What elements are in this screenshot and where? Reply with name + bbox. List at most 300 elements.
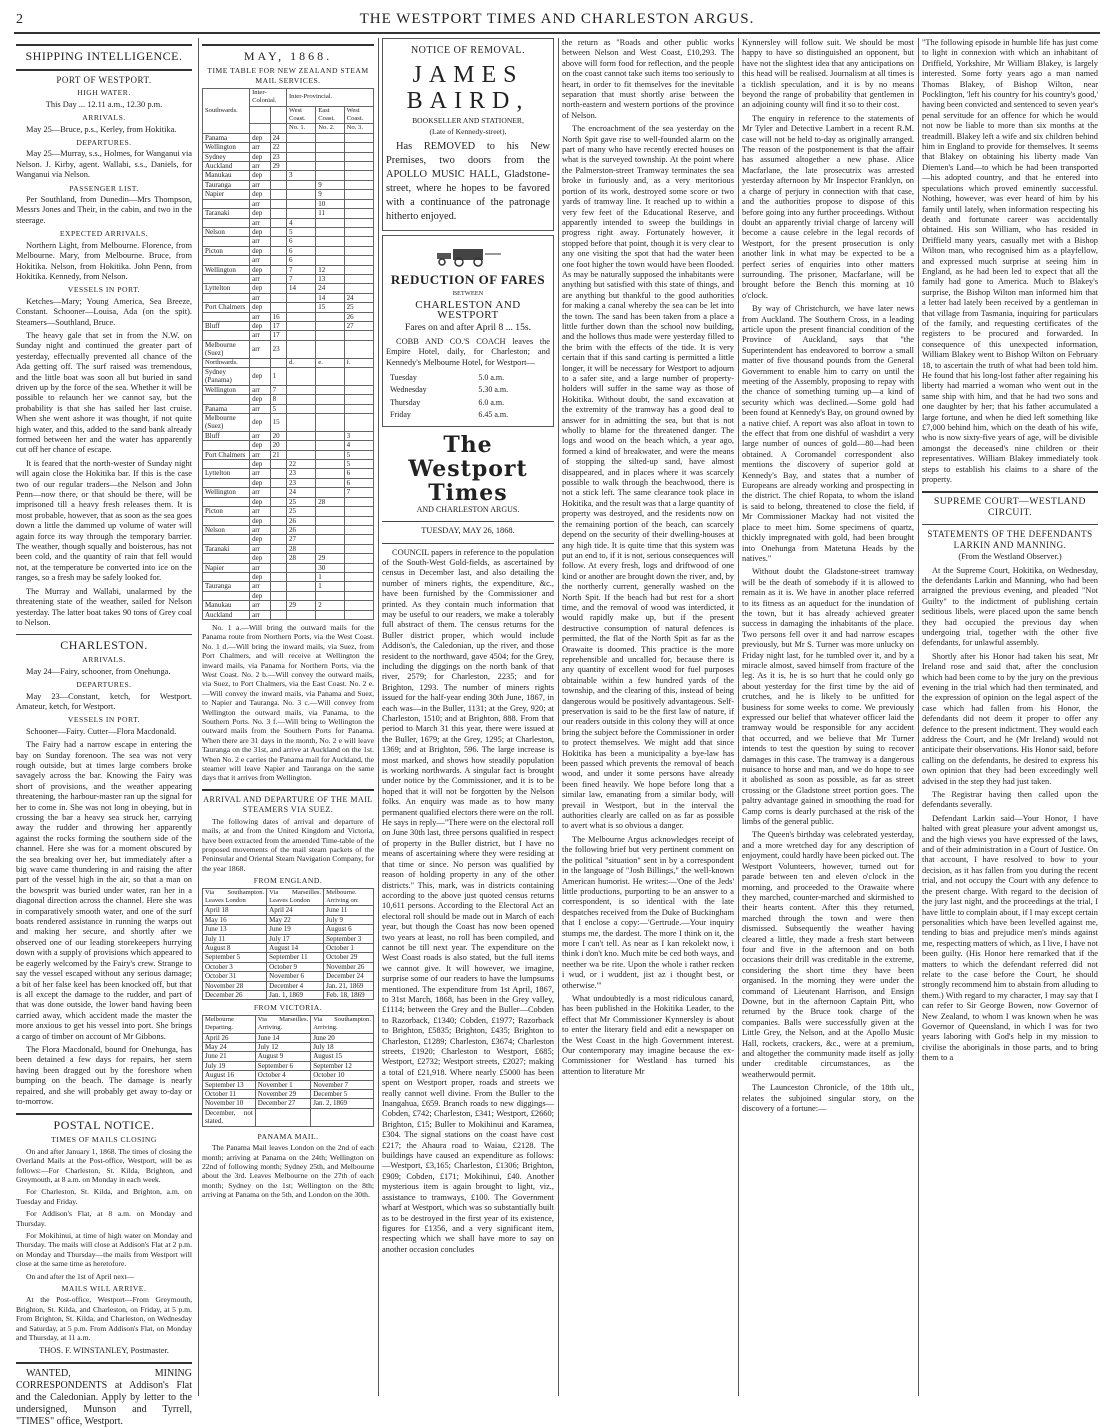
table-cell bbox=[316, 478, 344, 487]
article-paragraph: The Melbourne Argus acknowledges receipt of the following brief but very pertinent comment on the political "situation" sent in by a correspondent in the language of "Josh Billings," the well-known American humorist. He writes:—'One of the Jeds' little productions, purporting to be an answer to a correspondent, is so identical with the late despatches received from the Duke of Buckingham that I enclose a copy:—'Gertrude.—Your inquiry stumps me, the dardest. The more I think on it, the more I can't tell. As near as I kan rekolekt now, i think i don't kno. Much mite be ced both ways, and neether wa be rite. Upon the whole i rather recken i wud, or i wuddent, jist az i thought best, or otherwise.'" bbox=[562, 834, 734, 990]
article-paragraph: The Queen's birthday was celebrated yesterday, and a more wretched day for any description of enjoyment, could hardly have been picked out. The Westport Volunteers, however, turned out for parade between ten and eleven o'clock in the morning, and proceeded to the Orawaite where they marched, counter-marched and skirmished to their hearts content. After this they returned, marched through the town and were then dismissed. Subsequently the weather having cleared a little, they made a fresh start between four and five in the afternoon and on both occasions their drill was creditable in the extreme, considering the short time they have been organised. In the morning they were under the command of Lieutenant Harrison, and Ensign Downe, but in the afternoon Captain Pitt, who returned by the Bruce took charge of the companies. Balls were successfully given at the Little Grey, the Nelson, and at the Apollo Music Hall, rockets, crackers, &c., were at a premium, and altogether the community made itself as jolly under creditable circumstances, as the weatherwould permit. bbox=[742, 830, 914, 1079]
table-cell bbox=[344, 385, 373, 394]
table-cell bbox=[270, 284, 286, 293]
postal-text: For Mokihinui, at time of high water on Monday and Thursday. The mails will close at Addison's Flat at 2 p.m. on Monday and Thursday—the mails from Westport will close at the same time as heretofore. bbox=[16, 1231, 192, 1269]
table-cell bbox=[316, 460, 344, 469]
table-cell: October 31 bbox=[203, 972, 267, 981]
table-cell bbox=[286, 610, 315, 619]
table-cell: 29 bbox=[270, 162, 286, 171]
table-cell: 5 bbox=[286, 227, 315, 236]
table-cell bbox=[270, 516, 286, 525]
subheading: TIMES OF MAILS CLOSING bbox=[51, 1135, 157, 1145]
table-cell: dep bbox=[250, 171, 271, 180]
subheading: VESSELS IN PORT. bbox=[67, 285, 141, 295]
table-cell bbox=[203, 441, 250, 450]
table-cell bbox=[203, 312, 250, 321]
table-cell: arr bbox=[250, 385, 271, 394]
high-water: This Day ... 12.11 a.m., 12.30 p.m. bbox=[45, 99, 163, 109]
table-cell: July 9 bbox=[324, 915, 374, 924]
table-cell: 26 bbox=[286, 525, 315, 534]
table-row bbox=[203, 143, 374, 152]
table-cell: arr bbox=[250, 143, 271, 152]
table-header: Melbourne. Arriving on: bbox=[324, 888, 374, 906]
table-header: Via Marseilles. Arriving. bbox=[255, 1015, 310, 1033]
table-cell bbox=[203, 331, 250, 340]
table-cell: 4 bbox=[344, 441, 373, 450]
table-cell: 27 bbox=[344, 321, 373, 330]
subheading: PANAMA MAIL. bbox=[257, 1131, 319, 1141]
table-cell bbox=[316, 331, 344, 340]
table-cell bbox=[270, 246, 286, 255]
table-cell: Taranaki bbox=[203, 544, 250, 553]
table-row bbox=[203, 431, 374, 440]
table-cell: 20 bbox=[270, 431, 286, 440]
table-header: West Coast. bbox=[344, 106, 373, 124]
table-cell: October 11 bbox=[203, 1090, 256, 1099]
table-cell bbox=[344, 544, 373, 553]
table-cell: 29 bbox=[286, 601, 315, 610]
table-cell: November 1 bbox=[255, 1080, 310, 1089]
table-cell: Napier bbox=[203, 563, 250, 572]
table-row bbox=[203, 991, 374, 1000]
table-cell: arr bbox=[250, 199, 271, 208]
table-cell bbox=[203, 460, 250, 469]
table-row bbox=[203, 441, 374, 450]
table-cell: August 8 bbox=[203, 943, 267, 952]
table-cell: Auckland bbox=[203, 162, 250, 171]
table-header: East Coast. bbox=[316, 106, 344, 124]
table-cell bbox=[286, 572, 315, 581]
table-row bbox=[203, 395, 374, 404]
table-cell bbox=[270, 460, 286, 469]
table-cell bbox=[286, 133, 315, 142]
table-row bbox=[203, 133, 374, 142]
table-cell: dep bbox=[250, 368, 271, 386]
table-cell: 23 bbox=[286, 469, 315, 478]
table-cell: arr bbox=[250, 218, 271, 227]
table-cell bbox=[316, 441, 344, 450]
table-row bbox=[203, 981, 374, 990]
table-cell: Tauranga bbox=[203, 582, 250, 591]
table-cell: Wellington bbox=[203, 488, 250, 497]
table-cell: Picton bbox=[203, 246, 250, 255]
table-cell: 28 bbox=[286, 544, 315, 553]
table-cell bbox=[344, 404, 373, 413]
table-cell: 17 bbox=[270, 331, 286, 340]
table-cell: November 29 bbox=[255, 1090, 310, 1099]
wanted-advert: WANTED, MINING CORRESPONDENTS at Addison's Flat and the Caledonian. Apply by letter to the undersigned, Munson and Tyrrell, "TIMES" office, Westport. bbox=[16, 1367, 192, 1427]
table-row bbox=[203, 293, 374, 302]
table-cell: 24 bbox=[286, 488, 315, 497]
table-cell bbox=[286, 431, 315, 440]
table-cell: November 6 bbox=[267, 972, 324, 981]
table-cell: arr bbox=[250, 450, 271, 459]
table-cell: arr bbox=[250, 312, 271, 321]
table-cell bbox=[344, 601, 373, 610]
table-cell: 27 bbox=[286, 535, 315, 544]
table-cell bbox=[270, 265, 286, 274]
table-cell bbox=[316, 507, 344, 516]
table-row bbox=[388, 410, 548, 420]
table-cell bbox=[286, 591, 315, 600]
coach-times-table bbox=[386, 371, 550, 423]
removal-text: Has REMOVED to his New Premises, two doors from the APOLLO MUSIC HALL, Gladstone-street, where he hopes to be favored with a continuance of the patronage hitherto enjoyed. bbox=[386, 141, 550, 223]
table-cell: May 16 bbox=[203, 915, 267, 924]
table-cell: 14 bbox=[286, 284, 315, 293]
table-cell bbox=[344, 162, 373, 171]
table-cell: dep bbox=[250, 246, 271, 255]
table-cell bbox=[270, 256, 286, 265]
table-cell bbox=[316, 431, 344, 440]
table-cell: arr bbox=[250, 563, 271, 572]
table-cell: 23 bbox=[270, 340, 286, 358]
table-cell bbox=[316, 469, 344, 478]
table-cell: September 12 bbox=[311, 1061, 374, 1070]
table-cell: dep bbox=[250, 227, 271, 236]
table-cell: 12 bbox=[316, 265, 344, 274]
table-cell: arr bbox=[250, 274, 271, 283]
table-cell bbox=[344, 143, 373, 152]
table-cell: October 4 bbox=[255, 1071, 310, 1080]
table-cell bbox=[286, 441, 315, 450]
table-cell: dep bbox=[250, 321, 271, 330]
table-cell: Tauranga bbox=[203, 180, 250, 189]
postal-text: For Addison's Flat, at 8 a.m. on Monday and Thursday. bbox=[16, 1209, 192, 1228]
table-cell bbox=[316, 404, 344, 413]
table-cell: dep bbox=[250, 572, 271, 581]
table-cell bbox=[316, 450, 344, 459]
editorial-text: COUNCIL papers in reference to the population of the South-West Gold-fields, as ascertained by census in December last, and also detailing the number of miners rights, the expenditure, &c., have been furnished by the Commissioner and printed. As they contain much information that may be useful to our readers, we make a tolerably full abstract of them. The census returns for the Buller district proper, which would include Addison's, the Caledonian, up the river, and those resident to the northward, gave 4504; for the Grey, including the diggings on the north bank of that river, 2579; for Charleston, 2235; and for Brighton, 1293. The number of miners rights issued for the half-year ending 30th June, 1867, in each was—in the Buller, 1131; at the Grey, 920; at Charleston, 1510; and at Brighton, 888. From that period to March 31 this year, there were issued at the Buller, 1679; at the Grey, 1295; at Charleston, 1369; and at Brighton, 596. The large increase is most marked, and shows how steadily population is working northwards. A singular fact is brought under notice by the Commissioner, and it is to be hoped that it will not be forgotten by the Nelson folks. An enquiry was made as to how many permanent qualified electors there were on the roll. He says in reply—"There were on the electoral roll on June 30th last, three persons qualified in respect of property in the Buller district, but I have no means of ascertaining where they were residing at that time or since. No person was qualified by reason of holding property in any of the other districts." This, mark, was in districts containing according to the above just quoted census returns 10,611 persons. According to the Electoral Act an electoral roll should be made out in March of each year, but though the Coast has now been opened two years at least, no roll has been compiled, and cannot be till next year. The expenditure on the West Coast roads is also stated, but the full items we cannot give. It will however, we imagine, surprise some of our readers to have the lumpsums mentioned. The expenditure from 1st April, 1867, to 31st March, 1868, has been in the Grey valley, £1114; between the Grey and the Buller—Cobden to Razorback, £1340; Cobden, £1977; Razorback to Brighton, £5835; Brighton, £435; Brighton to Charleston, £1289; Charleston, £3674; Charleston streets, £1920; Charleston to Westport, £685; Westport, £2732; Westport streets, £2027; making a total of £21,918. Where nearly £5000 has been spent on Westport proper, roads and streets we really cannot well divine. From the Buller to the Inangahua, £659. Branch roads to new diggings—Cobden, £742; Charleston, £341; Westport, £2660; Brighton, £15; Buller to Mokihinui and Karamea, £304. The signal stations on the coast have cost £217; the Ahaura road to Waiau, £2128. The buildings have caused an expenditure as follows:—Westport, £3,165; Charleston, £1306; Brighton, £909; Cobden, £171; Mokihinui, £40. Another mysterious item is again brought to light, viz., assistance to tramways, £100. The Government wharf at Westport, which was so substantially built as to be destroyed in the first year of its existence, figures for £1356, and a very significant item, respecting which we shall have more to say on another occasion concludes bbox=[382, 547, 554, 1254]
article-paragraph: The enquiry in reference to the statements of Mr Tyler and Detective Lambert in a recent R.M. case will not be held to-day as originally arranged. The reason of the postponement is that the affair has assumed altogether a new phase. Alice Macfarlane, the late prosecutrix was arrested yesterday afternoon by Mr Inspector Franklyn, on a charge of perjury in connection with that case, and the authorities propose to dispose of this before going into any further proceedings. Without doubt an apparently trivial charge of larceny will become a cause celebre in the legal records of Westport, for the present prosecution is only another link in what may be expected to be a perfect series of enquiries into other matters surrounding. The prisoner, Macfarlane, will be brought before the Bench this morning at 10 o'clock. bbox=[742, 113, 914, 300]
table-cell bbox=[203, 293, 250, 302]
table-cell: dep bbox=[250, 395, 271, 404]
table-cell: August 14 bbox=[267, 943, 324, 952]
column-court bbox=[922, 38, 1098, 1398]
table-cell: 17 bbox=[270, 321, 286, 330]
table-cell bbox=[316, 321, 344, 330]
table-cell: June 11 bbox=[324, 906, 374, 915]
table-cell bbox=[203, 218, 250, 227]
article-paragraph: The heavy gale that set in from the N.W. on Sunday night and continued the greater part of yesterday, effectually prevented all chance of the Ada getting off. The surf raised was tremendous, and the little boat was soon all but buried in sand driven up by the force of the sea. Whether it will be possible to relaunch her we cannot say, but the probability is that she has sailed her last cruise. When she went ashore it was thought, if not quite high water, and this, added to the sand bank already formed between her and the water has apparently cut off her chance of escape. bbox=[16, 330, 192, 455]
subheading: VESSELS IN PORT. bbox=[67, 715, 141, 725]
table-cell: December 26 bbox=[203, 991, 267, 1000]
table-cell bbox=[203, 591, 250, 600]
table-cell bbox=[344, 563, 373, 572]
table-header: f. bbox=[344, 358, 373, 367]
table-cell bbox=[344, 331, 373, 340]
table-cell bbox=[316, 152, 344, 161]
table-cell: 6.45 a.m. bbox=[478, 410, 509, 420]
table-cell: 28 bbox=[286, 554, 315, 563]
table-cell: 3 bbox=[344, 431, 373, 440]
table-row bbox=[203, 610, 374, 619]
table-cell bbox=[286, 414, 315, 432]
table-row bbox=[203, 450, 374, 459]
article-paragraph: It is feared that the north-wester of Sunday night will again close the Hokitika bar. If this is the case two of our regular traders—the Nelson and John Penn—now there, or that should be there, will be imprisoned till a heavy fresh releases them. It is most probable, however, that as soon as the sea goes down a little the dammed up volume of water will again force its way through the temporary barrier. The weather, though squally and boisterous, has not been cold, and the quantity of rain that fell would not, at the temperature be converted into ice on the ranges, so a fresh may be safely looked for. bbox=[16, 458, 192, 583]
table-row bbox=[203, 934, 374, 943]
table-row bbox=[203, 572, 374, 581]
table-header: Northwards. bbox=[203, 358, 250, 367]
table-row bbox=[203, 544, 374, 553]
coach-engraving-icon bbox=[433, 245, 503, 267]
table-cell: arr bbox=[250, 256, 271, 265]
table-cell bbox=[344, 414, 373, 432]
table-cell: July 17 bbox=[267, 934, 324, 943]
table-cell bbox=[270, 199, 286, 208]
timetable-notes: No. 1 a.—Will bring the outward mails for the Panama route from Northern Ports, via the West Coast. No. 1 d.—Will bring the inward mails, via Suez, from Port Chalmers, and will receive at Wellington the inward mails, via Panama for Northern Ports, via the West Coast. No. 2 b.—Will convey the outward mails, via Suez, to Port Chalmers, via the East Coast. No. 2 e.—Will convey the inward mails, via Panama and Suez, to Napier and Tauranga. No. 3 c.—Will convey from Wellington the outward mails, via Panama, to the Southern Ports. No. 3 f.—Will bring to Wellington the outward mails from the Southern Ports for Panama. When there are 31 days in the month, No. 2 e will leave Tauranga on the 31st, and arrive at Auckland on the 1st. When No. 2 e carries the Panama mail for Auckland, the steamer will leave Napier and Tauranga on the same days that it arrives from Wellington. bbox=[202, 622, 374, 783]
table-row bbox=[203, 469, 374, 478]
table-cell bbox=[344, 554, 373, 563]
article-paragraph: The Fairy had a narrow escape in entering the bay on Sunday forenoon. The sea was not very rough outside, but at times large combers broke savagely across the bar. Knowing the Fairy was short of provisions, and the weather appearing threatening, the harbour-master ran up the signal for her to come in. She was not long in obeying, but in crossing the bar a heavy sea struck her, carrying away the rudder and throwing her apparently against the rocks forming the southern side of the channel. Here she was for a moment obscured by the sea breaking over her, but immediately after a big wave came thundering in and raising the after part of the vessel high in the air, so that a man on the bowsprit was buried under water, ran her in a diagonal direction across the channel. Here she was in comparatively smooth water, and one of the surf boats rendered assistance in running the warps out and making her secure, and shortly after we observed one of our leading storekeepers hurrying down with a supply of provisions which appeared to be eagerly welcomed by the Fairy's crew. Strange to say the vessel escaped without any serious damage; a bit of her false keel has been knocked off, but that is all except the damage to the rudder, and part of that was done outside, the lower band having been carried away, which accident made the master the more anxious to get his vessel into port. She brings a cargo of timber on account of Mr Gibbons. bbox=[16, 740, 192, 1041]
table-cell: 2 bbox=[316, 601, 344, 610]
table-cell: Bluff bbox=[203, 431, 250, 440]
table-cell: June 13 bbox=[203, 925, 267, 934]
fares-notice bbox=[382, 235, 554, 426]
table-cell bbox=[344, 284, 373, 293]
postal-text: For Charleston, St. Kilda, and Brighton, a.m. on Tuesday and Friday. bbox=[16, 1187, 192, 1206]
table-cell bbox=[344, 591, 373, 600]
table-cell bbox=[270, 171, 286, 180]
table-row bbox=[203, 414, 374, 432]
table-cell: 28 bbox=[316, 497, 344, 506]
table-cell bbox=[270, 227, 286, 236]
subheading: EXPECTED ARRIVALS. bbox=[59, 229, 149, 239]
mail-steamers-text: The following dates of arrival and departure of mails, at and from the United Kingdom and Victoria, have been extracted from the amended Time-table of the proposed movements of the mail steam packets of the Peninsular and Oriental Steam Navigation Company, for the year 1868. bbox=[202, 816, 374, 873]
table-cell: 25 bbox=[286, 507, 315, 516]
table-row bbox=[203, 1080, 374, 1089]
cobb-text: COBB AND CO.'S COACH leaves the Empire Hotel, daily, for Charleston; and Kennedy's Melbourne Hotel, for Westport— bbox=[386, 336, 550, 367]
table-cell: 26 bbox=[286, 516, 315, 525]
table-cell: July 12 bbox=[255, 1043, 310, 1052]
table-header: Via Marseilles. Leaves London bbox=[267, 888, 324, 906]
table-row bbox=[388, 385, 548, 395]
table-cell bbox=[344, 497, 373, 506]
table-cell: 23 bbox=[270, 152, 286, 161]
table-cell bbox=[203, 497, 250, 506]
table-cell: dep bbox=[250, 209, 271, 218]
article-paragraph: Without doubt the Gladstone-street tramway will be the death of somebody if it is allowed to remain as it is. We have in another place referred to its fitness as an aqueduct for the inundation of the town, but it has already achieved greater success in damaging the inhabitants of the place. Two persons fell over it and had narrow escapes previously, but Mr S. Turner was more unlucky on Friday night last, for he tumbled over it, and by a miracle almost, saved himself from fracture of the leg. As it is, he is so hurt that he could only go about yesterday for the first time by the aid of crutches, and he is likely to be unfitted for business for some weeks to come. We previously expressed our belief that whatever officer laid the tramway would be responsible for any accident that occurred, and we believe that Mr Turner intends to test the question by suing to recover damages in this case. The tramway is a dangerous nuisance to horse and man, and we do hope to see it abolished as soon as possible, as far as street crossing or the Gladstone street portion goes. The paltry advantage gained in smoothing the road for Camp corns is dearly purchased at the risk of the limbs of the general public. bbox=[742, 567, 914, 827]
table-cell bbox=[270, 507, 286, 516]
column-rule bbox=[198, 38, 199, 1396]
table-row bbox=[203, 265, 374, 274]
table-cell: dep bbox=[250, 152, 271, 161]
postal-text: On and after the 1st of April next— bbox=[26, 1271, 135, 1281]
table-cell: Jan. 1, 1869 bbox=[267, 991, 324, 1000]
article-paragraph: Shortly after his Honor had taken his seat, Mr Ireland rose and said that, after the conclusion which had been come to by the jury on the previous evening in the trial which had then terminated, and the expression of opinion on the legal aspect of the case which had fallen from his Honor, the defendants did not deem it proper to offer any defence to the present indictment. They would each address the Court, and he (Mr Ireland) would not anticipate their observations. His Honor said, before calling on the defendants, he desired to express his own opinion that they had been exceedingly well advised in the step they had just taken. bbox=[922, 651, 1098, 786]
table-cell bbox=[316, 340, 344, 358]
table-cell: Picton bbox=[203, 507, 250, 516]
table-cell bbox=[203, 478, 250, 487]
table-row bbox=[203, 209, 374, 218]
table-cell bbox=[316, 368, 344, 386]
table-cell: Feb. 18, 1869 bbox=[324, 991, 374, 1000]
table-cell: 6 bbox=[286, 246, 315, 255]
table-cell: 6.0 a.m. bbox=[478, 397, 505, 407]
table-cell: Bluff bbox=[203, 321, 250, 330]
table-cell bbox=[316, 395, 344, 404]
table-cell: 29 bbox=[316, 554, 344, 563]
table-cell bbox=[344, 256, 373, 265]
table-cell bbox=[344, 572, 373, 581]
table-cell: September 3 bbox=[324, 934, 374, 943]
table-cell bbox=[344, 582, 373, 591]
subheading: DEPARTURES. bbox=[76, 680, 132, 690]
table-cell bbox=[203, 554, 250, 563]
table-cell bbox=[344, 152, 373, 161]
subheading: PASSENGER LIST. bbox=[69, 183, 139, 193]
table-cell bbox=[270, 497, 286, 506]
table-cell bbox=[270, 554, 286, 563]
table-row bbox=[203, 190, 374, 199]
table-cell: Wellington bbox=[203, 385, 250, 394]
table-cell: Sydney (Panama) bbox=[203, 368, 250, 386]
table-cell: arr bbox=[250, 610, 271, 619]
table-cell bbox=[344, 133, 373, 142]
table-cell bbox=[203, 572, 250, 581]
table-cell: 13 bbox=[316, 274, 344, 283]
article-paragraph: The Murray and Wallabi, unalarmed by the threatening state of the weather, sailed for Nelson yesterday. The latter boat takes 90 tons of Grey coal to Nelson. bbox=[16, 586, 192, 627]
table-cell: dep bbox=[250, 284, 271, 293]
table-cell: Port Chalmers bbox=[203, 303, 250, 312]
table-cell bbox=[344, 246, 373, 255]
table-cell bbox=[270, 293, 286, 302]
table-cell: arr bbox=[250, 404, 271, 413]
table-row bbox=[388, 398, 548, 408]
table-cell: July 19 bbox=[203, 1061, 256, 1070]
table-cell bbox=[286, 143, 315, 152]
shipping-heading: SHIPPING INTELLIGENCE. bbox=[25, 49, 183, 63]
table-cell bbox=[344, 237, 373, 246]
table-cell: Wednesday bbox=[390, 385, 427, 395]
table-row bbox=[203, 237, 374, 246]
table-cell bbox=[344, 199, 373, 208]
table-cell: 24 bbox=[344, 293, 373, 302]
table-cell: dep bbox=[250, 497, 271, 506]
table-cell bbox=[344, 525, 373, 534]
table-header: d. bbox=[286, 358, 315, 367]
fares-price: Fares on and after April 8 ... 15s. bbox=[404, 322, 532, 334]
table-cell: arr bbox=[250, 340, 271, 358]
table-cell bbox=[286, 331, 315, 340]
table-cell: 6 bbox=[344, 478, 373, 487]
table-row bbox=[203, 284, 374, 293]
court-heading: SUPREME COURT—WESTLAND CIRCUIT. bbox=[934, 496, 1086, 518]
table-cell bbox=[286, 209, 315, 218]
table-header: Inter-Provincial. bbox=[286, 88, 373, 106]
table-cell: Auckland bbox=[203, 610, 250, 619]
fares-heading: REDUCTION OF FARES bbox=[390, 272, 546, 288]
table-cell bbox=[344, 395, 373, 404]
table-cell: November 26 bbox=[324, 962, 374, 971]
table-row bbox=[388, 373, 548, 383]
table-row bbox=[203, 601, 374, 610]
table-cell bbox=[270, 591, 286, 600]
table-cell: August 9 bbox=[255, 1052, 310, 1061]
table-cell: 6 bbox=[344, 469, 373, 478]
table-cell bbox=[286, 199, 315, 208]
table-cell bbox=[270, 572, 286, 581]
table-cell: dep bbox=[250, 190, 271, 199]
panama-mail-text: The Panama Mail leaves London on the 2nd of each month; arriving at Panama on the 24th; Wellington on 22nd of following month; Sydney 25th, and Melbourne about the 3rd. Leaves Melbourne on the 27th of each month; Sydney on the 1st; Wellington on the 8th; arriving at Panama on the 5th, and London on the 30th. bbox=[202, 1143, 374, 1200]
table-cell bbox=[344, 209, 373, 218]
departures: May 25—Murray, s.s., Holmes, for Wanganui via Nelson. J. Kirby, agent. Wallabi, s.s., Daniels, for Wanganui via Nelson. bbox=[16, 149, 192, 180]
table-cell bbox=[270, 274, 286, 283]
table-cell bbox=[344, 535, 373, 544]
table-cell bbox=[316, 246, 344, 255]
table-cell: Sydney bbox=[203, 152, 250, 161]
table-cell: July 18 bbox=[311, 1043, 374, 1052]
table-row bbox=[203, 962, 374, 971]
table-cell: arr bbox=[250, 488, 271, 497]
table-cell: 10 bbox=[316, 199, 344, 208]
table-cell: arr bbox=[250, 431, 271, 440]
table-cell bbox=[286, 340, 315, 358]
table-cell: Taranaki bbox=[203, 209, 250, 218]
table-cell bbox=[270, 610, 286, 619]
subheading: MAILS WILL ARRIVE. bbox=[61, 1284, 147, 1294]
table-row bbox=[203, 385, 374, 394]
table-cell: Lyttelton bbox=[203, 469, 250, 478]
table-cell: 24 bbox=[316, 284, 344, 293]
table-cell: 26 bbox=[344, 312, 373, 321]
column-editorial-2 bbox=[562, 38, 734, 1398]
table-cell bbox=[316, 143, 344, 152]
table-cell: 6 bbox=[286, 256, 315, 265]
timetable-heading: TIME TABLE FOR NEW ZEALAND STEAM MAIL SERVICES. bbox=[207, 66, 369, 86]
timetable-southwards bbox=[202, 88, 374, 620]
table-row bbox=[203, 1052, 374, 1061]
table-cell: September 6 bbox=[255, 1061, 310, 1070]
table-cell: November 7 bbox=[311, 1080, 374, 1089]
table-row bbox=[203, 497, 374, 506]
table-header: Melbourne Departing. bbox=[203, 1015, 256, 1033]
column-shipping bbox=[16, 38, 192, 1427]
table-cell: arr bbox=[250, 507, 271, 516]
subheading: ARRIVALS. bbox=[82, 113, 126, 123]
table-row bbox=[203, 1099, 374, 1108]
table-cell: September 11 bbox=[267, 953, 324, 962]
article-paragraph: What undoubtedly is a most ridiculous canard, has been published in the Hokitika Leader, to the effect that Mr Commissioner Kynnersley is about to enter the literary field and edit a newspaper on the West Coast in the high Government interest. Our contemporary may imagine because the ex-Commissioner for Westland has turned his attention to literature Mr bbox=[562, 993, 734, 1076]
table-cell bbox=[286, 563, 315, 572]
table-cell: dep bbox=[250, 478, 271, 487]
advertiser-late: (Late of Kennedy-street), bbox=[429, 126, 507, 136]
table-row bbox=[203, 162, 374, 171]
table-cell: 20 bbox=[270, 441, 286, 450]
table-cell: October 29 bbox=[324, 953, 374, 962]
table-cell: Manukau bbox=[203, 601, 250, 610]
vessels-in-port: Schooner—Fairy. Cutter—Flora Macdonald. bbox=[26, 726, 177, 736]
table-cell: September 13 bbox=[203, 1080, 256, 1089]
table-cell bbox=[316, 488, 344, 497]
table-cell: 5.0 a.m. bbox=[478, 373, 505, 383]
table-cell: 1 bbox=[316, 572, 344, 581]
table-cell bbox=[316, 544, 344, 553]
table-cell: May 24 bbox=[203, 1043, 256, 1052]
subheading: ARRIVALS. bbox=[82, 655, 126, 665]
table-cell: 5 bbox=[270, 404, 286, 413]
table-cell bbox=[316, 162, 344, 171]
table-cell: Tuesday bbox=[390, 373, 417, 383]
table-cell bbox=[316, 218, 344, 227]
table-row bbox=[203, 525, 374, 534]
column-rule bbox=[558, 38, 559, 1396]
table-cell bbox=[270, 180, 286, 189]
table-cell bbox=[270, 535, 286, 544]
table-cell bbox=[316, 133, 344, 142]
table-cell: November 10 bbox=[203, 1099, 256, 1108]
table-row bbox=[203, 535, 374, 544]
table-cell bbox=[203, 199, 250, 208]
